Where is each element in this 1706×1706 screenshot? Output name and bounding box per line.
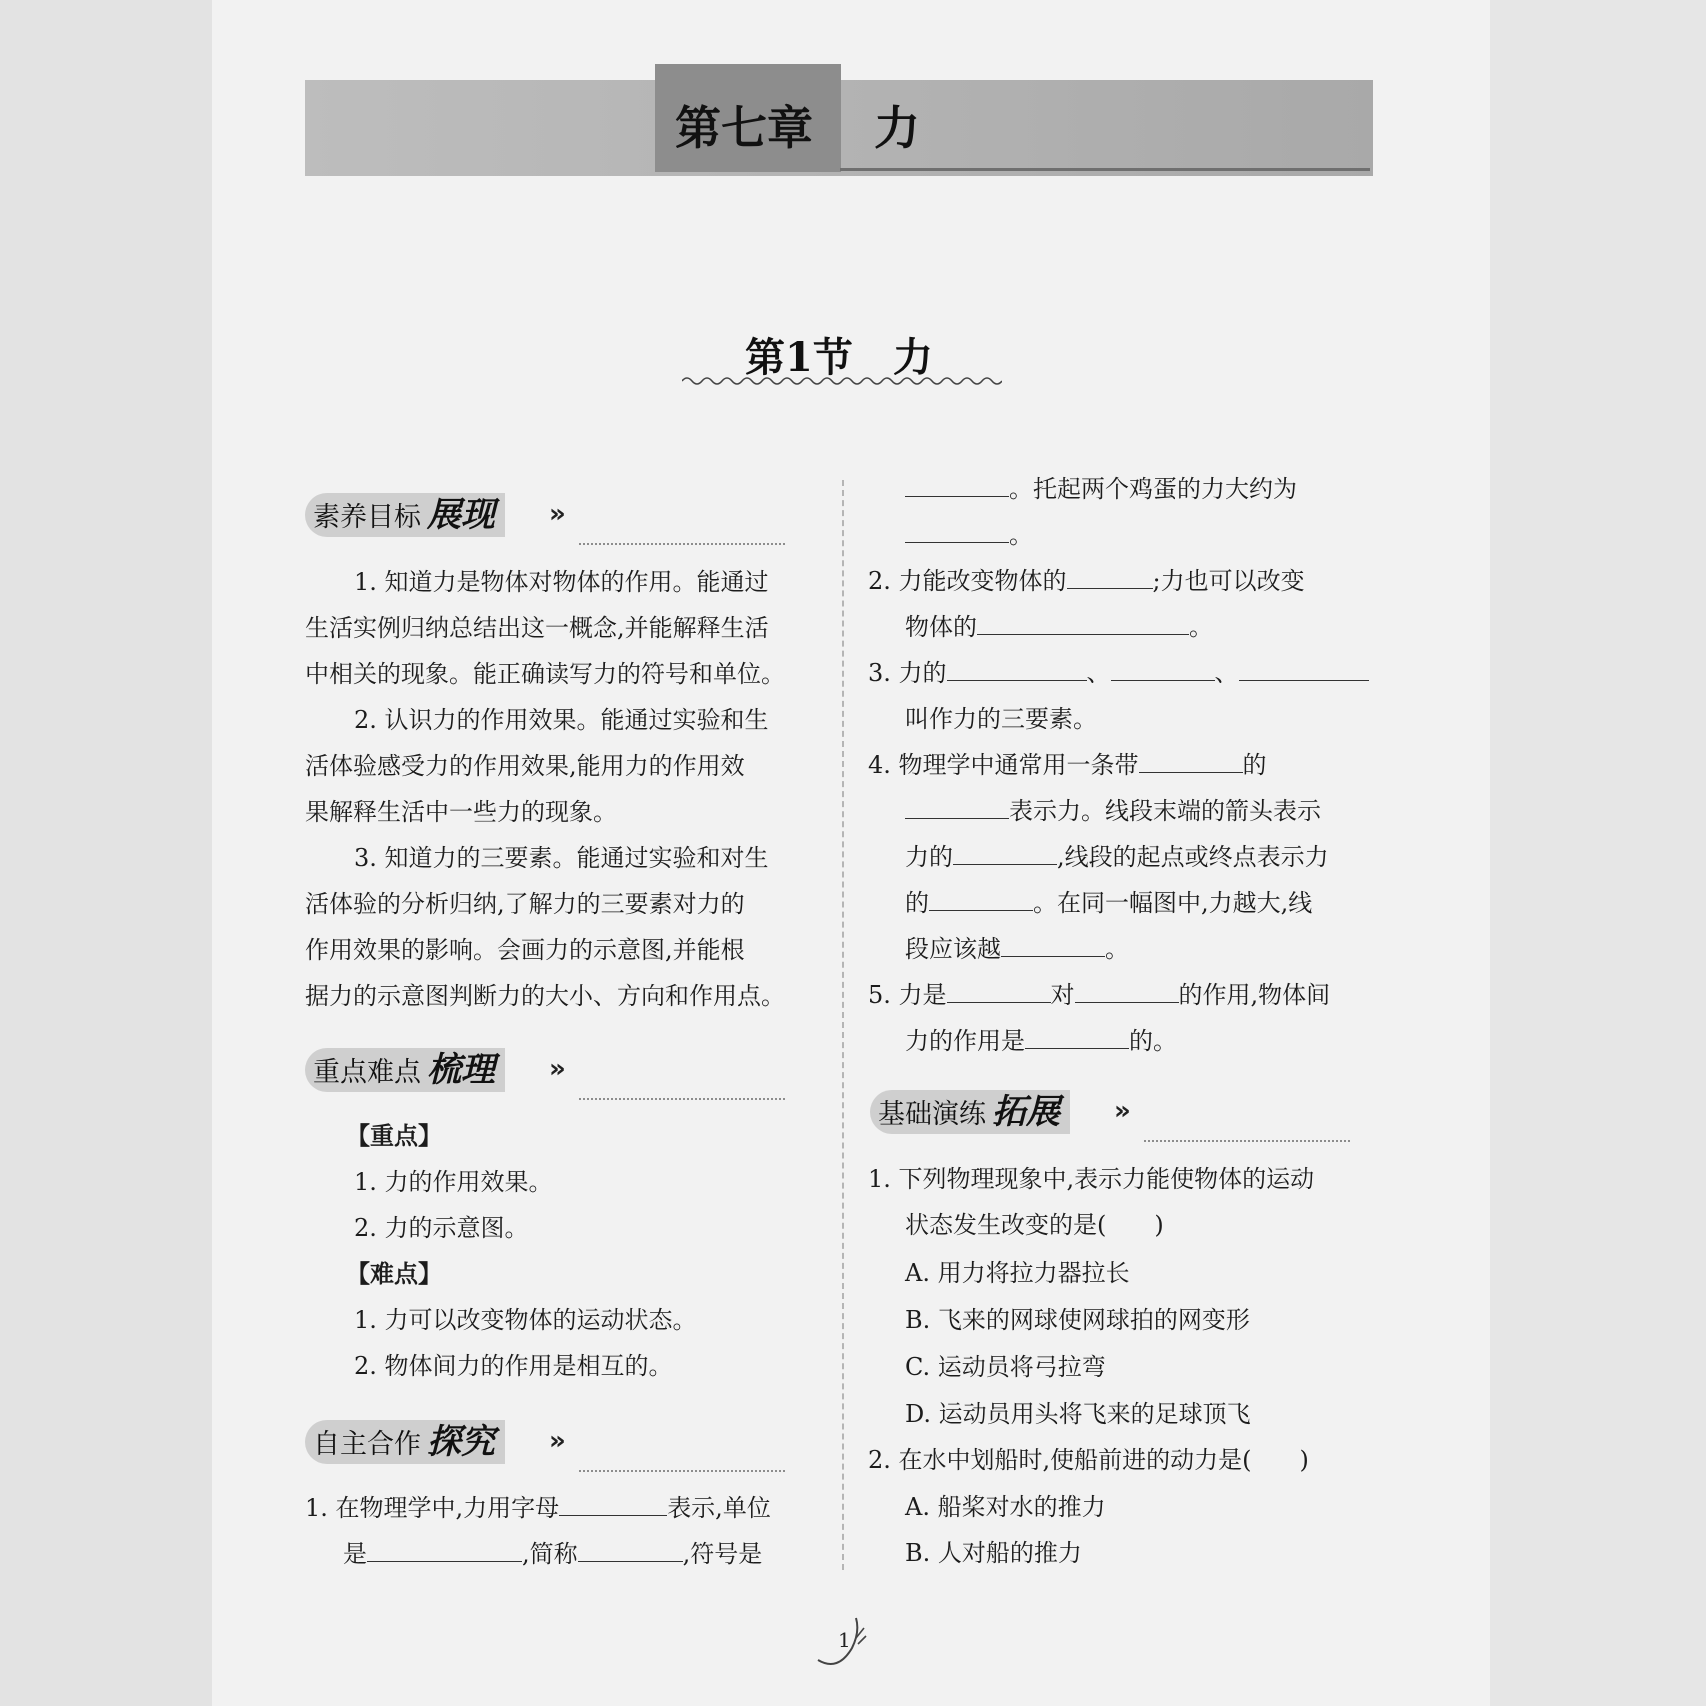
explore-heading [305,1420,785,1476]
heading-dotted-rule [1144,1140,1350,1142]
question-number: 4. [868,751,891,779]
answer-blank[interactable] [1075,974,1179,1003]
practice-heading [870,1090,1350,1146]
question-text: 、 [1086,659,1111,687]
goal-line: 生活实例归纳总结出这一概念,并能解释生活 [305,614,769,642]
question-text: 力的 [898,659,947,687]
practice-heading-label: 基础演练 [878,1099,986,1130]
column-divider [842,480,844,1570]
practice-q2-option[interactable]: B. 人对船的推力 [905,1539,1082,1567]
practice-q1-line1: 1. 下列物理现象中,表示力能使物体的运动 [868,1165,1315,1193]
heading-dotted-rule [579,1098,785,1100]
explore-q4-line5 [905,926,1129,972]
goal-line: 中相关的现象。能正确读写力的符号和单位。 [305,660,785,688]
section-title: 第1节 力 [745,334,933,381]
explore-q5-line2 [905,1018,1177,1064]
question-text: 。 [1105,935,1129,963]
explore-q1-line1 [305,1485,771,1531]
explore-q3-line2: 叫作力的三要素。 [905,705,1097,733]
question-text: 的。 [1129,1027,1177,1055]
practice-q1-option[interactable]: B. 飞来的网球使网球拍的网变形 [905,1306,1250,1334]
keypoints-heading [305,1048,785,1104]
goal-line: 果解释生活中一些力的现象。 [305,798,617,826]
practice-heading-tab [870,1090,1070,1134]
question-text: 物体的 [905,613,977,641]
double-chevron-icon: » [549,1054,566,1084]
answer-blank[interactable] [1139,744,1243,773]
goal-line: 活体验的分析归纳,了解力的三要素对力的 [305,890,745,918]
explore-q4-line2 [905,788,1321,834]
explore-q1-line3 [905,466,1297,512]
double-chevron-icon: » [549,1426,566,1456]
keypoints-heading-script: 梳理 [427,1050,495,1090]
question-number: 3. [868,659,891,687]
question-text: ,线段的起点或终点表示力 [1057,843,1329,871]
difficulty-item: 1. 力可以改变物体的运动状态。 [354,1306,697,1334]
goal-line: 据力的示意图判断力的大小、方向和作用点。 [305,982,785,1010]
answer-blank[interactable] [1067,560,1153,589]
question-text: 。在同一幅图中,力越大,线 [1033,889,1313,917]
question-text: ,简称 [522,1540,578,1568]
section-title-wave [682,375,1002,387]
page-number: 1 [838,1628,851,1652]
question-text: 在物理学中,力用字母 [335,1494,560,1522]
question-text: 。托起两个鸡蛋的力大约为 [1009,475,1297,503]
answer-blank[interactable] [977,606,1189,635]
heading-dotted-rule [579,1470,785,1472]
practice-heading-script: 拓展 [992,1092,1060,1132]
keypoints-heading-tab [305,1048,505,1092]
answer-blank[interactable] [947,974,1051,1003]
question-number: 1. [305,1494,328,1522]
question-text: 表示力。线段末端的箭头表示 [1009,797,1321,825]
explore-q3-line1 [868,650,1369,696]
practice-q1-option[interactable]: C. 运动员将弓拉弯 [905,1353,1106,1381]
question-text: ,符号是 [682,1540,763,1568]
chapter-subject: 力 [874,101,920,155]
question-text: 的 [1242,751,1267,779]
chapter-banner-rule [840,168,1370,171]
answer-blank[interactable] [578,1533,683,1562]
chapter-title: 第七章 [675,101,813,155]
goals-heading-tab [305,493,505,537]
question-text: 物理学中通常用一条带 [898,751,1139,779]
explore-heading-label: 自主合作 [313,1429,421,1460]
question-text: 段应该越 [905,935,1001,963]
goal-line: 2. 认识力的作用效果。能通过实验和生 [354,706,769,734]
page-margin-right [1490,0,1706,1706]
question-number: 2. [868,567,891,595]
facing-page-edge [0,0,212,1706]
explore-heading-tab [305,1420,505,1464]
question-text: 对 [1050,981,1075,1009]
answer-blank[interactable] [905,468,1009,497]
explore-q4-line3 [905,834,1329,880]
question-text: 。 [1189,613,1213,641]
answer-blank[interactable] [1239,652,1369,681]
key-item: 1. 力的作用效果。 [354,1168,553,1196]
goal-line: 活体验感受力的作用效果,能用力的作用效 [305,752,745,780]
question-text: 是 [343,1540,367,1568]
answer-blank[interactable] [559,1487,667,1516]
explore-q1-line4 [905,512,1033,558]
question-text: 。 [1009,521,1033,549]
question-text: 力是 [898,981,947,1009]
practice-q1-option[interactable]: A. 用力将拉力器拉长 [905,1259,1130,1287]
explore-heading-script: 探究 [427,1422,495,1462]
question-number: 5. [868,981,891,1009]
key-item: 2. 力的示意图。 [354,1214,529,1242]
double-chevron-icon: » [1114,1096,1131,1126]
answer-blank[interactable] [1001,928,1105,957]
difficulty-item: 2. 物体间力的作用是相互的。 [354,1352,673,1380]
question-text: 力的作用是 [905,1027,1025,1055]
answer-blank[interactable] [1111,652,1215,681]
answer-blank[interactable] [947,652,1087,681]
practice-q1-line2: 状态发生改变的是( ) [905,1211,1164,1239]
heading-dotted-rule [579,543,785,545]
explore-q1-line2 [343,1531,762,1577]
practice-q1-option[interactable]: D. 运动员用头将飞来的足球顶飞 [905,1400,1251,1428]
practice-q2-option[interactable]: A. 船桨对水的推力 [905,1493,1106,1521]
key-label: 【重点】 [346,1121,442,1150]
answer-blank[interactable] [953,836,1057,865]
explore-q2-line1 [868,558,1305,604]
goals-heading-script: 展现 [427,495,495,535]
explore-q4-line4 [905,880,1312,926]
question-text: 力能改变物体的 [898,567,1067,595]
practice-q2-line1: 2. 在水中划船时,使船前进的动力是( ) [868,1446,1309,1474]
goal-line: 作用效果的影响。会画力的示意图,并能根 [305,936,745,964]
double-chevron-icon: » [549,499,566,529]
question-text: 、 [1214,659,1239,687]
question-text: 力的 [905,843,953,871]
goal-line: 1. 知道力是物体对物体的作用。能通过 [354,568,769,596]
answer-blank[interactable] [929,882,1033,911]
answer-blank[interactable] [905,514,1009,543]
difficulty-label: 【难点】 [346,1259,442,1288]
goal-line: 3. 知道力的三要素。能通过实验和对生 [354,844,769,872]
explore-q2-line2 [905,604,1213,650]
goals-heading [305,493,785,549]
question-text: ;力也可以改变 [1152,567,1305,595]
answer-blank[interactable] [905,790,1009,819]
question-text: 表示,单位 [667,1494,771,1522]
explore-q4-line1 [868,742,1267,788]
question-text: 的 [905,889,929,917]
answer-blank[interactable] [367,1533,522,1562]
question-text: 的作用,物体间 [1178,981,1331,1009]
goals-heading-label: 素养目标 [313,502,421,533]
answer-blank[interactable] [1025,1020,1129,1049]
explore-q5-line1 [868,972,1330,1018]
keypoints-heading-label: 重点难点 [313,1057,421,1088]
